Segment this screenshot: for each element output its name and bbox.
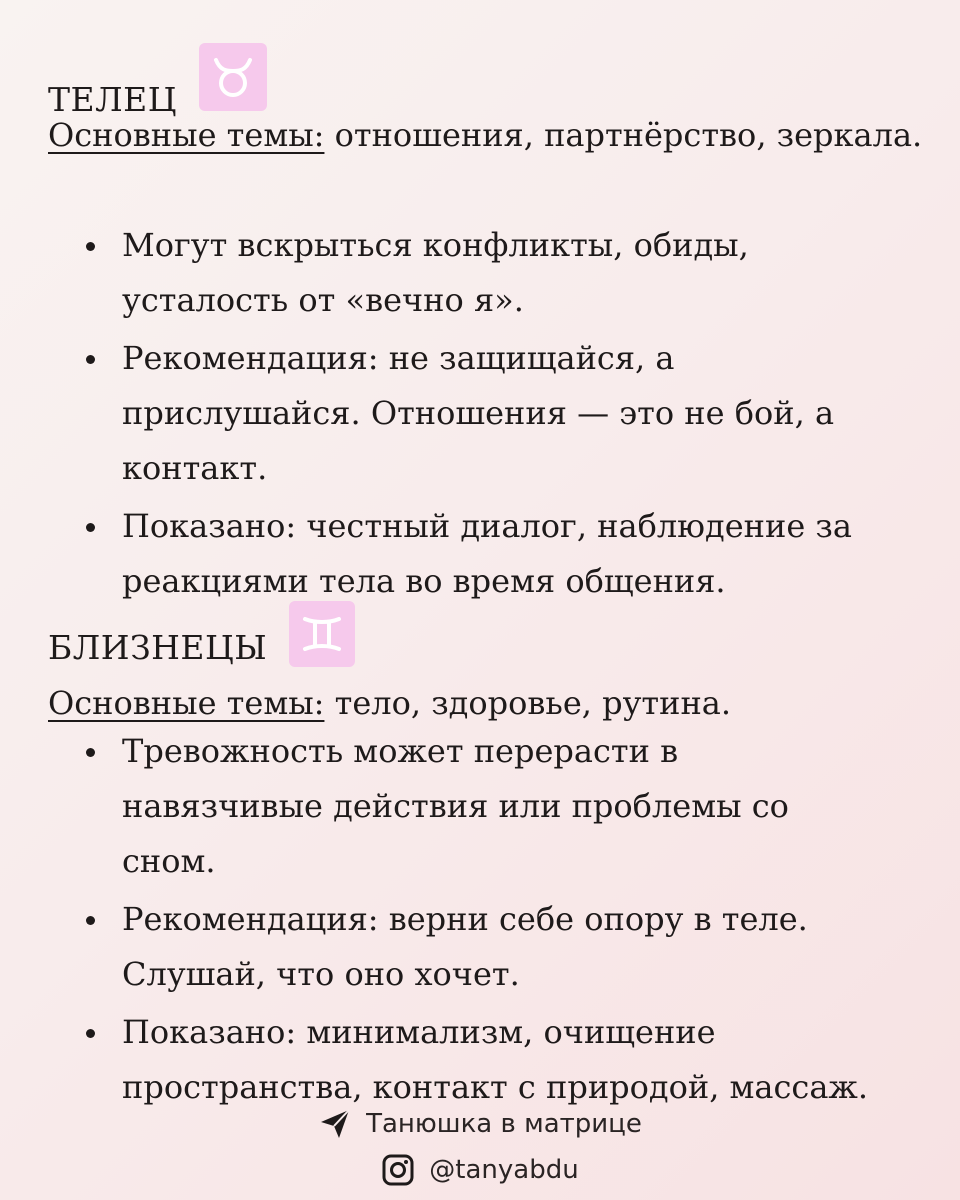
instagram-handle: @tanyabdu <box>429 1155 579 1185</box>
taurus-icon <box>199 43 267 111</box>
taurus-title: ТЕЛЕЦ <box>48 80 178 119</box>
gemini-topics-label: Основные темы: <box>48 684 325 722</box>
instagram-icon <box>381 1153 415 1187</box>
list-item: Показано: минимализм, очищение пространства, контакт с природой, массаж. <box>80 1005 880 1115</box>
list-item: Показано: честный диалог, наблюдение за реакциями тела во время общения. <box>80 499 880 609</box>
gemini-topics-text: тело, здоровье, рутина. <box>324 684 732 722</box>
gemini-bullet-list <box>80 724 880 1118</box>
list-item: Рекомендация: верни себе опору в теле. Слушай, что оно хочет. <box>80 892 880 1002</box>
list-item: Тревожность может перерасти в навязчивые действия или проблемы со сном. <box>80 724 880 889</box>
list-item: Рекомендация: не защищайся, а прислушайся. Отношения — это не бой, а контакт. <box>80 331 880 496</box>
taurus-topics-text: отношения, партнёрство, зеркала. <box>324 116 923 154</box>
telegram-send-icon <box>318 1107 352 1141</box>
gemini-topics <box>48 676 928 731</box>
taurus-topics-label: Основные темы: <box>48 116 325 154</box>
taurus-bullet-list <box>80 218 880 612</box>
taurus-heading <box>48 34 267 119</box>
gemini-title: БЛИЗНЕЦЫ <box>48 628 268 667</box>
telegram-channel-name: Танюшка в матрице <box>366 1109 642 1139</box>
gemini-heading <box>48 600 355 667</box>
telegram-link[interactable] <box>0 1102 960 1146</box>
list-item: Могут вскрыться конфликты, обиды, усталость от «вечно я». <box>80 218 880 328</box>
taurus-topics <box>48 108 928 163</box>
instagram-link[interactable] <box>0 1148 960 1192</box>
gemini-icon <box>289 601 355 667</box>
footer <box>0 1102 960 1192</box>
